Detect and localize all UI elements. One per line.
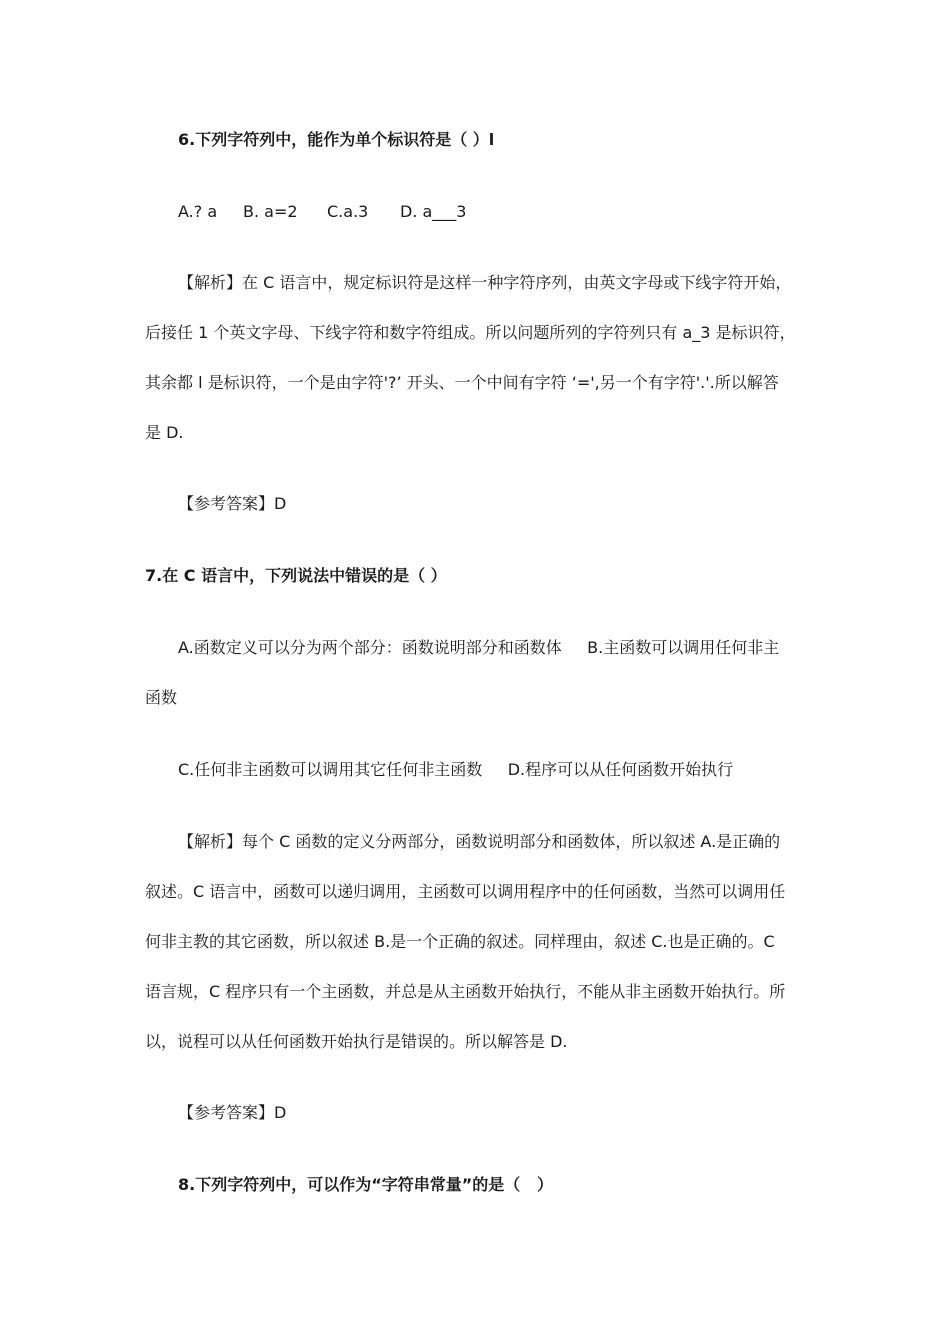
analysis-line: 叙述。C 语言中，函数可以递归调用，主函数可以调用程序中的任何函数，当然可以调用任 xyxy=(145,882,786,901)
question-7-answer: 【参考答案】D xyxy=(178,1103,287,1122)
question-8-title: 8.下列字符列中，可以作为“字符串常量”的是（ ） xyxy=(178,1175,553,1194)
option-line: A.函数定义可以分为两个部分：函数说明部分和函数体 B.主函数可以调用任何非主 xyxy=(178,638,780,657)
option-line: C.任何非主函数可以调用其它任何非主函数 D.程序可以从任何函数开始执行 xyxy=(178,760,734,779)
question-6-option-b: B. a=2 xyxy=(243,202,298,221)
analysis-line: 【解析】在 C 语言中，规定标识符是这样一种字符序列，由英文字母或下线字符开始， xyxy=(178,273,792,292)
question-7-title: 7.在 C 语言中，下列说法中错误的是（ ） xyxy=(145,566,447,585)
analysis-line: 其余都 l 是标识符，一个是由字符'?’ 开头、一个中间有字符 ‘=',另一个有字符'.'.所以解答 xyxy=(145,373,779,392)
analysis-line: 何非主教的其它函数，所以叙述 B.是一个正确的叙述。同样理由，叙述 C.也是正确的。C xyxy=(145,932,775,951)
option-line: 函数 xyxy=(145,688,178,707)
analysis-line: 以，说程可以从任何函数开始执行是错误的。所以解答是 D. xyxy=(145,1032,568,1051)
analysis-line: 后接任 1 个英文字母、下线字符和数字符组成。所以问题所列的字符列只有 a_3 是标识符， xyxy=(145,323,796,342)
question-6-title: 6.下列字符列中，能作为单个标识符是（ ）l xyxy=(178,130,495,149)
question-6-option-c: C.a.3 xyxy=(327,202,369,221)
analysis-line: 语言规，C 程序只有一个主函数，并总是从主函数开始执行，不能从非主函数开始执行。所 xyxy=(145,982,786,1001)
analysis-line: 【解析】每个 C 函数的定义分两部分，函数说明部分和函数体，所以叙述 A.是正确的 xyxy=(178,832,781,851)
analysis-line: 是 D. xyxy=(145,423,184,442)
question-6-option-d: D. a___3 xyxy=(400,202,467,221)
question-6-option-a: A.? a xyxy=(178,202,218,221)
question-6-answer: 【参考答案】D xyxy=(178,494,287,513)
